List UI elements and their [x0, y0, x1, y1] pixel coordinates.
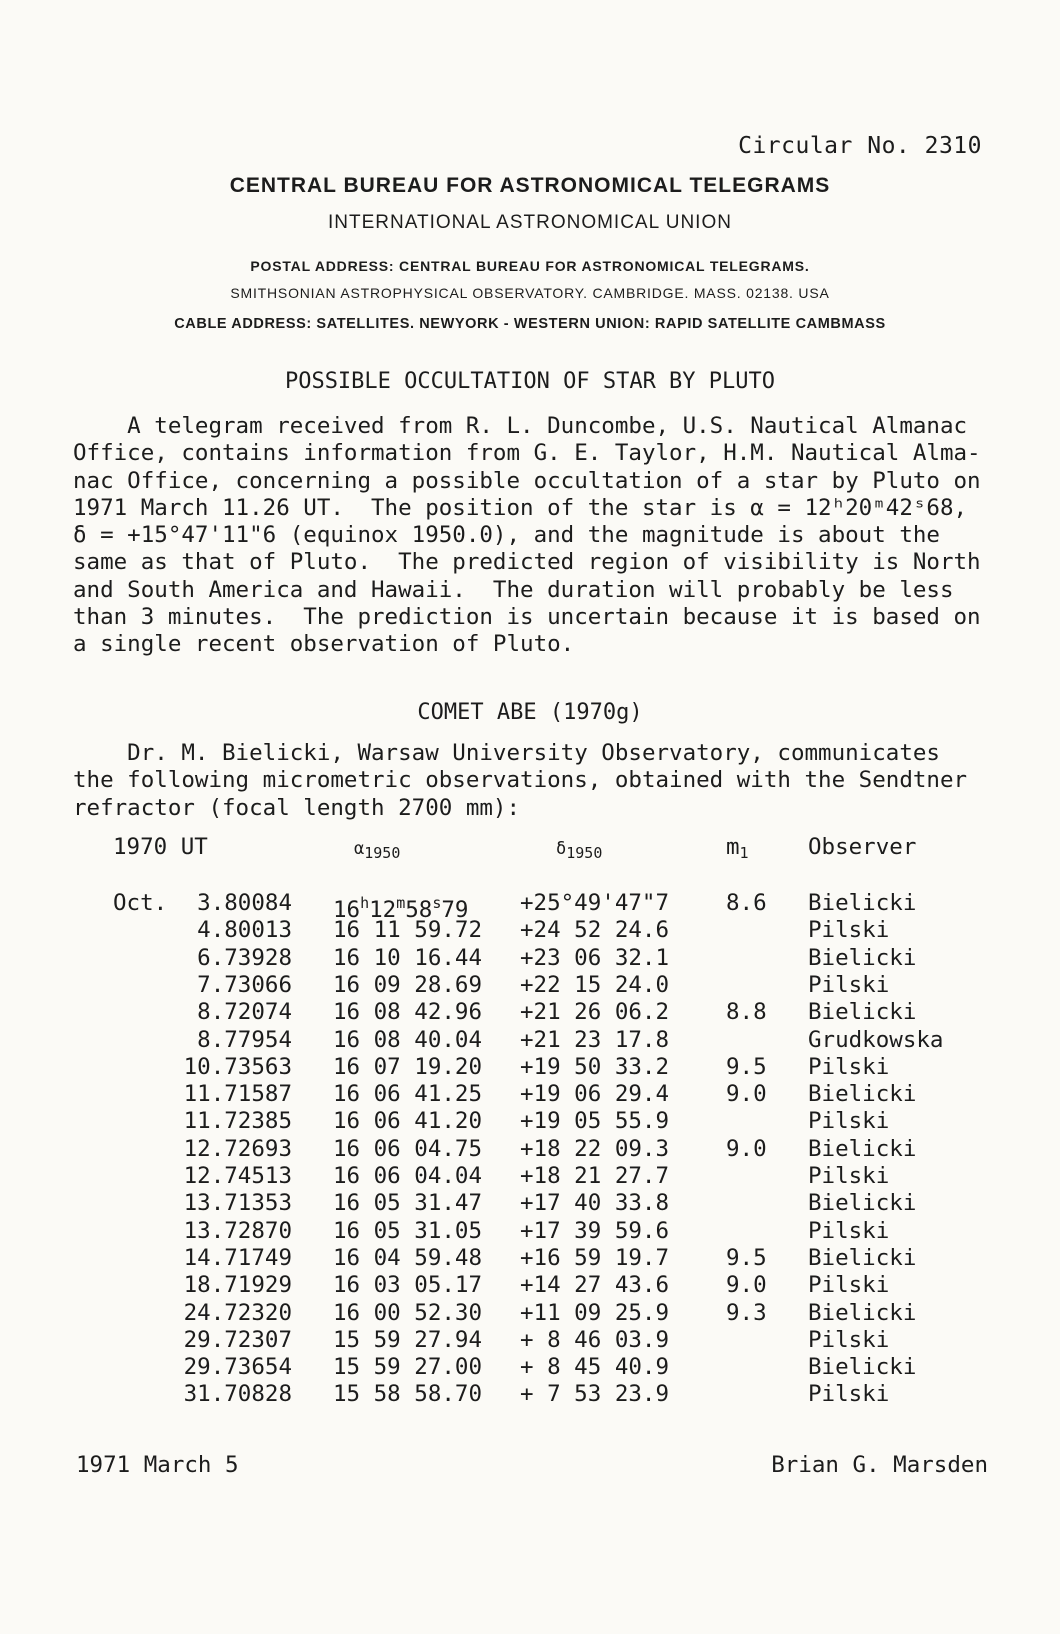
- text-line: δ = +15°47'11"6 (equinox 1950.0), and the magnitude is about the: [73, 522, 940, 549]
- table-row: [0, 1218, 1060, 1245]
- ra-cell: 15 59 27.94: [333, 1326, 483, 1353]
- delta-symbol: δ: [556, 839, 567, 859]
- observer-cell: Bielicki: [808, 1135, 917, 1162]
- dec-cell: +11 09 25.9: [520, 1299, 670, 1326]
- dec-cell: +21 23 17.8: [520, 1026, 670, 1053]
- table-row: [0, 1027, 1060, 1054]
- mag-cell: 9.3: [726, 1299, 767, 1326]
- dec-cell: +24 52 24.6: [520, 917, 670, 944]
- ra-cell: 15 58 58.70: [333, 1381, 483, 1408]
- union-name: INTERNATIONAL ASTRONOMICAL UNION: [328, 212, 732, 233]
- alpha-symbol: α: [354, 839, 365, 859]
- header-ra: [354, 834, 400, 867]
- ra-minutes: 12: [369, 897, 397, 923]
- observer-cell: Bielicki: [808, 999, 917, 1026]
- ra-cell: 16 08 42.96: [333, 999, 483, 1026]
- observer-cell: Bielicki: [808, 1081, 917, 1108]
- date-cell: 13.72870: [183, 1217, 292, 1244]
- dec-cell: +16 59 19.7: [520, 1244, 670, 1271]
- date-cell: 18.71929: [183, 1272, 292, 1299]
- date-cell: 6.73928: [197, 944, 292, 971]
- minute-unit: m: [396, 894, 406, 912]
- dec-cell: +18 21 27.7: [520, 1163, 670, 1189]
- dec-cell: + 8 45 40.9: [520, 1354, 670, 1381]
- dec-cell: +17 39 59.6: [520, 1217, 670, 1244]
- table-row: [0, 1163, 1060, 1190]
- date-cell: 11.72385: [183, 1108, 292, 1135]
- cable-address: CABLE ADDRESS: SATELLITES. NEWYORK - WESTERN UNION: RAPID SATELLITE CAMBMASS: [174, 316, 886, 332]
- header-observer: Observer: [808, 834, 917, 860]
- observer-cell: Pilski: [808, 1272, 890, 1299]
- header-mag: [726, 834, 749, 867]
- table-header-row: [0, 834, 1060, 861]
- dec-cell: +18 22 09.3: [520, 1135, 670, 1162]
- dec-cell: +22 15 24.0: [520, 971, 670, 998]
- ra-cell: 16 06 41.20: [333, 1108, 483, 1135]
- dec-cell: + 8 46 03.9: [520, 1326, 670, 1353]
- month-cell: Oct.: [113, 890, 168, 916]
- table-row: [0, 972, 1060, 999]
- circular-number: Circular No. 2310: [738, 133, 982, 159]
- pluto-section-title: POSSIBLE OCCULTATION OF STAR BY PLUTO: [284, 369, 776, 394]
- postal-address-line-1: POSTAL ADDRESS: CENTRAL BUREAU FOR ASTRONOMICAL TELEGRAMS.: [250, 258, 810, 274]
- comet-section-title: COMET ABE (1970g): [417, 700, 643, 725]
- observer-cell: Bielicki: [808, 1299, 917, 1326]
- text-line: refractor (focal length 2700 mm):: [73, 794, 521, 821]
- observer-cell: Bielicki: [808, 1244, 917, 1271]
- dec-cell: +14 27 43.6: [520, 1272, 670, 1299]
- table-row: [0, 1272, 1060, 1299]
- ra-cell: 15 59 27.00: [333, 1354, 483, 1381]
- date-cell: 8.77954: [197, 1026, 292, 1053]
- date-cell: 10.73563: [183, 1053, 292, 1080]
- pluto-paragraph: [73, 413, 988, 659]
- observer-cell: Pilski: [808, 1381, 890, 1408]
- table-row: [0, 1136, 1060, 1163]
- mag-cell: 9.0: [726, 1135, 767, 1162]
- table-row: [0, 1381, 1060, 1408]
- table-row: [0, 1108, 1060, 1135]
- table-row: [0, 1081, 1060, 1108]
- table-row: [0, 1300, 1060, 1327]
- ra-cell: 16 06 04.75: [333, 1135, 483, 1162]
- text-line: Dr. M. Bielicki, Warsaw University Observatory, communicates: [73, 740, 940, 766]
- table-row: [0, 1245, 1060, 1272]
- table-row: [0, 917, 1060, 944]
- dec-cell: +17 40 33.8: [520, 1190, 670, 1217]
- postal-address-line-2: SMITHSONIAN ASTROPHYSICAL OBSERVATORY. CAMBRIDGE. MASS. 02138. USA: [230, 285, 830, 301]
- mag-cell: 9.5: [726, 1053, 767, 1080]
- ra-hours: 16: [333, 897, 361, 923]
- ra-seconds: 58: [405, 897, 433, 923]
- observer-cell: Pilski: [808, 1108, 890, 1135]
- mag-cell: 9.0: [726, 1081, 767, 1108]
- ra-cell: 16 06 41.25: [333, 1081, 483, 1108]
- mag-cell: 9.0: [726, 1272, 767, 1299]
- table-row: [0, 1190, 1060, 1217]
- ra-cell: 16 03 05.17: [333, 1272, 483, 1299]
- text-line: 1971 March 11.26 UT. The position of the star is α = 12ʰ20ᵐ42ˢ68,: [73, 494, 968, 521]
- header-dec: [556, 834, 602, 867]
- ra-epoch: 1950: [364, 844, 401, 862]
- ra-cell: 16 00 52.30: [333, 1299, 483, 1326]
- dec-cell: +19 06 29.4: [520, 1081, 670, 1108]
- date-cell: 29.72307: [183, 1326, 292, 1353]
- date-cell: 14.71749: [183, 1244, 292, 1271]
- date-cell: 4.80013: [197, 917, 292, 944]
- text-line: same as that of Pluto. The predicted region of visibility is North: [73, 549, 981, 576]
- date-cell: 7.73066: [197, 971, 292, 998]
- mag-cell: 8.8: [726, 999, 767, 1026]
- table-row: [0, 1054, 1060, 1081]
- observer-cell: Pilski: [808, 917, 890, 944]
- dec-cell: +25°49'47"7: [520, 890, 670, 916]
- comet-paragraph: [73, 740, 988, 822]
- hour-unit: h: [360, 894, 370, 912]
- signoff-author: Brian G. Marsden: [771, 1452, 988, 1478]
- table-row: [0, 945, 1060, 972]
- date-cell: 29.73654: [183, 1354, 292, 1381]
- observer-cell: Bielicki: [808, 1354, 917, 1381]
- observer-cell: Bielicki: [808, 944, 917, 971]
- second-unit: s: [432, 894, 442, 912]
- observer-cell: Pilski: [808, 1163, 890, 1189]
- ra-cell: 16 10 16.44: [333, 944, 483, 971]
- date-cell: 31.70828: [183, 1381, 292, 1408]
- mag-cell: 8.6: [726, 890, 767, 916]
- ra-cell: 16 07 19.20: [333, 1053, 483, 1080]
- date-cell: 24.72320: [183, 1299, 292, 1326]
- text-line: and South America and Hawaii. The duration will probably be less: [73, 576, 954, 603]
- header-time: 1970 UT: [113, 834, 208, 860]
- observer-cell: Pilski: [808, 971, 890, 998]
- text-line: A telegram received from R. L. Duncombe, U.S. Nautical Almanac: [73, 413, 968, 439]
- date-cell: 12.72693: [183, 1135, 292, 1162]
- text-line: the following micrometric observations, obtained with the Sendtner: [73, 767, 968, 794]
- observer-cell: Grudkowska: [808, 1026, 944, 1053]
- ra-cell: 16 08 40.04: [333, 1026, 483, 1053]
- ra-cell: 16 09 28.69: [333, 971, 483, 998]
- table-row: [0, 1327, 1060, 1354]
- signoff-date: 1971 March 5: [76, 1452, 239, 1478]
- ra-cell: 16 05 31.47: [333, 1190, 483, 1217]
- observer-cell: Bielicki: [808, 1190, 917, 1217]
- dec-cell: +19 05 55.9: [520, 1108, 670, 1135]
- ra-cell: 16 06 04.04: [333, 1163, 483, 1189]
- observer-cell: Pilski: [808, 1217, 890, 1244]
- observer-cell: Bielicki: [808, 890, 917, 916]
- table-row: [0, 1354, 1060, 1381]
- ra-cell: 16 11 59.72: [333, 917, 483, 944]
- mag-symbol: m: [726, 834, 740, 860]
- dec-cell: +19 50 33.2: [520, 1053, 670, 1080]
- date-cell: 8.72074: [197, 999, 292, 1026]
- table-row: [0, 890, 1060, 923]
- text-line: than 3 minutes. The prediction is uncertain because it is based on: [73, 604, 981, 631]
- text-line: a single recent observation of Pluto.: [73, 631, 575, 658]
- ra-cell: 16 05 31.05: [333, 1217, 483, 1244]
- date-cell: 3.80084: [197, 890, 292, 916]
- table-row: [0, 999, 1060, 1026]
- text-line: Office, contains information from G. E. Taylor, H.M. Nautical Alma-: [73, 440, 981, 467]
- ra-cell: 16 04 59.48: [333, 1244, 483, 1271]
- dec-cell: + 7 53 23.9: [520, 1381, 670, 1408]
- observer-cell: Pilski: [808, 1326, 890, 1353]
- observer-cell: Pilski: [808, 1053, 890, 1080]
- mag-index: 1: [739, 844, 749, 862]
- date-cell: 11.71587: [183, 1081, 292, 1108]
- mag-cell: 9.5: [726, 1244, 767, 1271]
- date-cell: 12.74513: [183, 1163, 292, 1189]
- dec-cell: +23 06 32.1: [520, 944, 670, 971]
- ra-seconds-fraction: 79: [441, 897, 469, 923]
- dec-epoch: 1950: [566, 844, 603, 862]
- text-line: nac Office, concerning a possible occultation of a star by Pluto on: [73, 467, 981, 494]
- dec-cell: +21 26 06.2: [520, 999, 670, 1026]
- bureau-name: CENTRAL BUREAU FOR ASTRONOMICAL TELEGRAMS: [229, 174, 831, 197]
- date-cell: 13.71353: [183, 1190, 292, 1217]
